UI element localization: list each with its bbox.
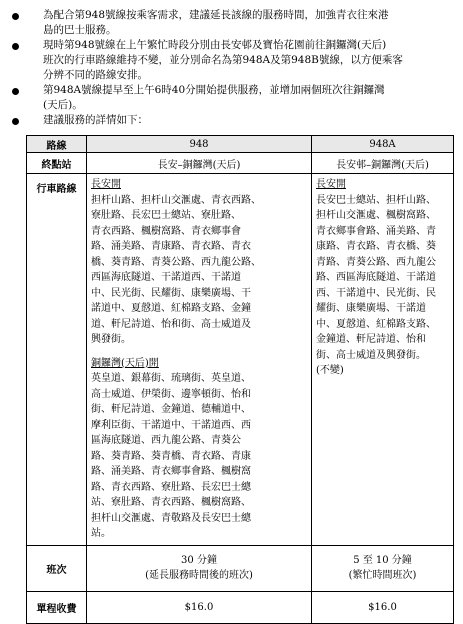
route-line bbox=[91, 301, 307, 317]
bullet-dot bbox=[12, 43, 19, 50]
bullet-2-line-2: 班次的行車路線維持不變，並分別命名為第948A及第948B號線，以方便乘客 bbox=[43, 54, 403, 66]
route-line bbox=[91, 526, 307, 542]
frequency-value: 30 分鐘 bbox=[181, 555, 217, 566]
route-line bbox=[91, 208, 307, 224]
route-text: 担杆山路、担杆山交滙處、青衣西路、 bbox=[91, 194, 261, 206]
outbound-title: 長安開 bbox=[91, 179, 121, 190]
route-line bbox=[91, 511, 307, 527]
route-text: 站、寮肚路、青衣西路、楓樹窩路、 bbox=[91, 497, 251, 508]
route-text: 英皇道、銀幕街、琉璃街、英皇道、 bbox=[91, 373, 251, 384]
route-line: 耀街、康樂廣場、干諾道 bbox=[316, 303, 426, 314]
route-line bbox=[91, 464, 307, 480]
frequency-note: (延長服務時間後的班次) bbox=[145, 570, 253, 581]
route-text: 區海底隧道、西九龍公路、青葵公 bbox=[91, 435, 241, 446]
frequency-948a bbox=[312, 545, 454, 591]
table-row bbox=[27, 545, 454, 591]
route-text: 路、涌美路、青康路、青衣路、青衣 bbox=[91, 241, 251, 252]
bullet-2-line-3: 分辨不同的路線安排。 bbox=[43, 69, 148, 81]
unchanged-note: (不變) bbox=[316, 365, 344, 376]
route-line bbox=[91, 402, 307, 418]
route-text: 路、涌美路、青衣鄉事會路、楓樹窩 bbox=[91, 466, 251, 477]
route-line bbox=[91, 239, 307, 255]
terminus-label: 終點站 bbox=[27, 153, 87, 174]
route-line bbox=[91, 371, 307, 387]
route-line: 街、高士威道及興發街。 bbox=[316, 349, 426, 361]
table-row bbox=[27, 174, 454, 546]
outbound-title: 長安開 bbox=[316, 179, 346, 190]
route-text: 青衣西路、楓樹窩路、青衣鄉事會 bbox=[91, 225, 241, 237]
bullet-dot bbox=[12, 13, 19, 20]
route-text: 中、民光街、民耀街、康樂廣場、干 bbox=[91, 287, 251, 299]
route-line bbox=[91, 224, 307, 240]
route-text: 道、軒尼詩道、怡和街、高士威道及 bbox=[91, 318, 251, 330]
route-line bbox=[91, 449, 307, 465]
routing-label: 行車路線 bbox=[27, 174, 87, 546]
route-line bbox=[91, 286, 307, 302]
frequency-value: 5 至 10 分鐘 bbox=[353, 555, 412, 566]
bullet-dot bbox=[12, 118, 19, 125]
route-text: 摩利臣街、干諾道中、干諾道西、西 bbox=[91, 419, 251, 431]
bullet-1-line-2: 島的巴士服務。 bbox=[43, 24, 117, 36]
route-line: 西、干諾道中、民光街、民 bbox=[316, 287, 436, 299]
fare-948: $16.0 bbox=[87, 591, 312, 623]
fare-label: 單程收費 bbox=[27, 591, 87, 623]
route-line: 長安巴士總站、担杆山路、 bbox=[316, 194, 436, 206]
bullet-1-line-1: 為配合第948號線按乘客需求，建議延長該線的服務時間，加強青衣往來港 bbox=[43, 9, 389, 21]
route-line: 中、夏慤道、紅棉路支路、 bbox=[316, 318, 436, 330]
inbound-title: 銅鑼灣(天后)開 bbox=[91, 357, 159, 369]
route-line bbox=[91, 193, 307, 209]
route-line bbox=[91, 255, 307, 271]
route-line: 青路、青葵公路、西九龍公 bbox=[316, 256, 436, 268]
routing-948a bbox=[312, 174, 454, 546]
route-line bbox=[91, 270, 307, 286]
route-948-header: 948 bbox=[87, 136, 312, 153]
route-line bbox=[91, 317, 307, 333]
terminus-948: 長安–銅鑼灣(天后) bbox=[87, 153, 312, 174]
route-line bbox=[91, 480, 307, 496]
bullet-4-line-1: 建議服務的詳情如下： bbox=[43, 114, 148, 126]
route-text: 站。 bbox=[91, 528, 111, 539]
bullet-3-line-2: (天后)。 bbox=[43, 99, 83, 111]
fare-948a: $16.0 bbox=[312, 591, 454, 623]
route-line bbox=[91, 418, 307, 434]
route-line: 担杆山交滙處、楓樹窩路、 bbox=[316, 210, 436, 221]
bullet-dot bbox=[12, 88, 19, 95]
route-text: 西區海底隧道、干諾道西、干諾道 bbox=[91, 272, 241, 283]
table-row bbox=[27, 136, 454, 153]
route-text: 街、軒尼詩道、金鐘道、德輔道中、 bbox=[91, 404, 251, 415]
bullet-3-line-1: 第948A號線提早至上午6時40分開始提供服務，並增加兩個班次往銅鑼灣 bbox=[43, 84, 385, 96]
route-line bbox=[91, 495, 307, 511]
route-text: 諾道中、夏慤道、紅棉路支路、金鐘 bbox=[91, 303, 251, 314]
route-spacer bbox=[91, 348, 307, 356]
route-line bbox=[91, 433, 307, 449]
route-line: 路、西區海底隧道、干諾道 bbox=[316, 272, 436, 283]
table-row bbox=[27, 591, 454, 623]
route-header-label: 路線 bbox=[27, 136, 87, 153]
route-text: 橋、葵青路、青葵公路、西九龍公路、 bbox=[91, 256, 261, 268]
route-text: 高士威道、伊榮街、邊寧頓街、怡和 bbox=[91, 388, 251, 400]
route-text: 担杆山交滙處、青敬路及長安巴士總 bbox=[91, 512, 251, 524]
terminus-948a: 長安邨–銅鑼灣(天后) bbox=[312, 153, 454, 174]
bullet-2-line-1: 現時第948號線在上午繁忙時段分別由長安邨及寶怡花園前往銅鑼灣(天后) bbox=[43, 39, 387, 51]
frequency-948 bbox=[87, 545, 312, 591]
route-text: 路、葵青路、葵青橋、青衣路、青康 bbox=[91, 450, 251, 462]
frequency-note: (繁忙時間班次) bbox=[348, 570, 417, 581]
route-text: 路、青衣西路、寮肚路、長宏巴士總 bbox=[91, 481, 251, 493]
route-line: 青衣鄉事會路、涌美路、青 bbox=[316, 225, 436, 237]
route-line bbox=[91, 387, 307, 403]
route-text: 興發街。 bbox=[91, 334, 131, 345]
service-details-table bbox=[26, 135, 454, 624]
route-text: 寮肚路、長宏巴士總站、寮肚路、 bbox=[91, 210, 241, 221]
table-row bbox=[27, 153, 454, 174]
route-line bbox=[91, 332, 307, 348]
route-line: 康路、青衣路、青衣橋、葵 bbox=[316, 241, 436, 252]
frequency-label: 班次 bbox=[27, 545, 87, 591]
routing-948 bbox=[87, 174, 312, 546]
route-948a-header: 948A bbox=[312, 136, 454, 153]
route-line: 金鐘道、軒尼詩道、怡和 bbox=[316, 334, 426, 345]
